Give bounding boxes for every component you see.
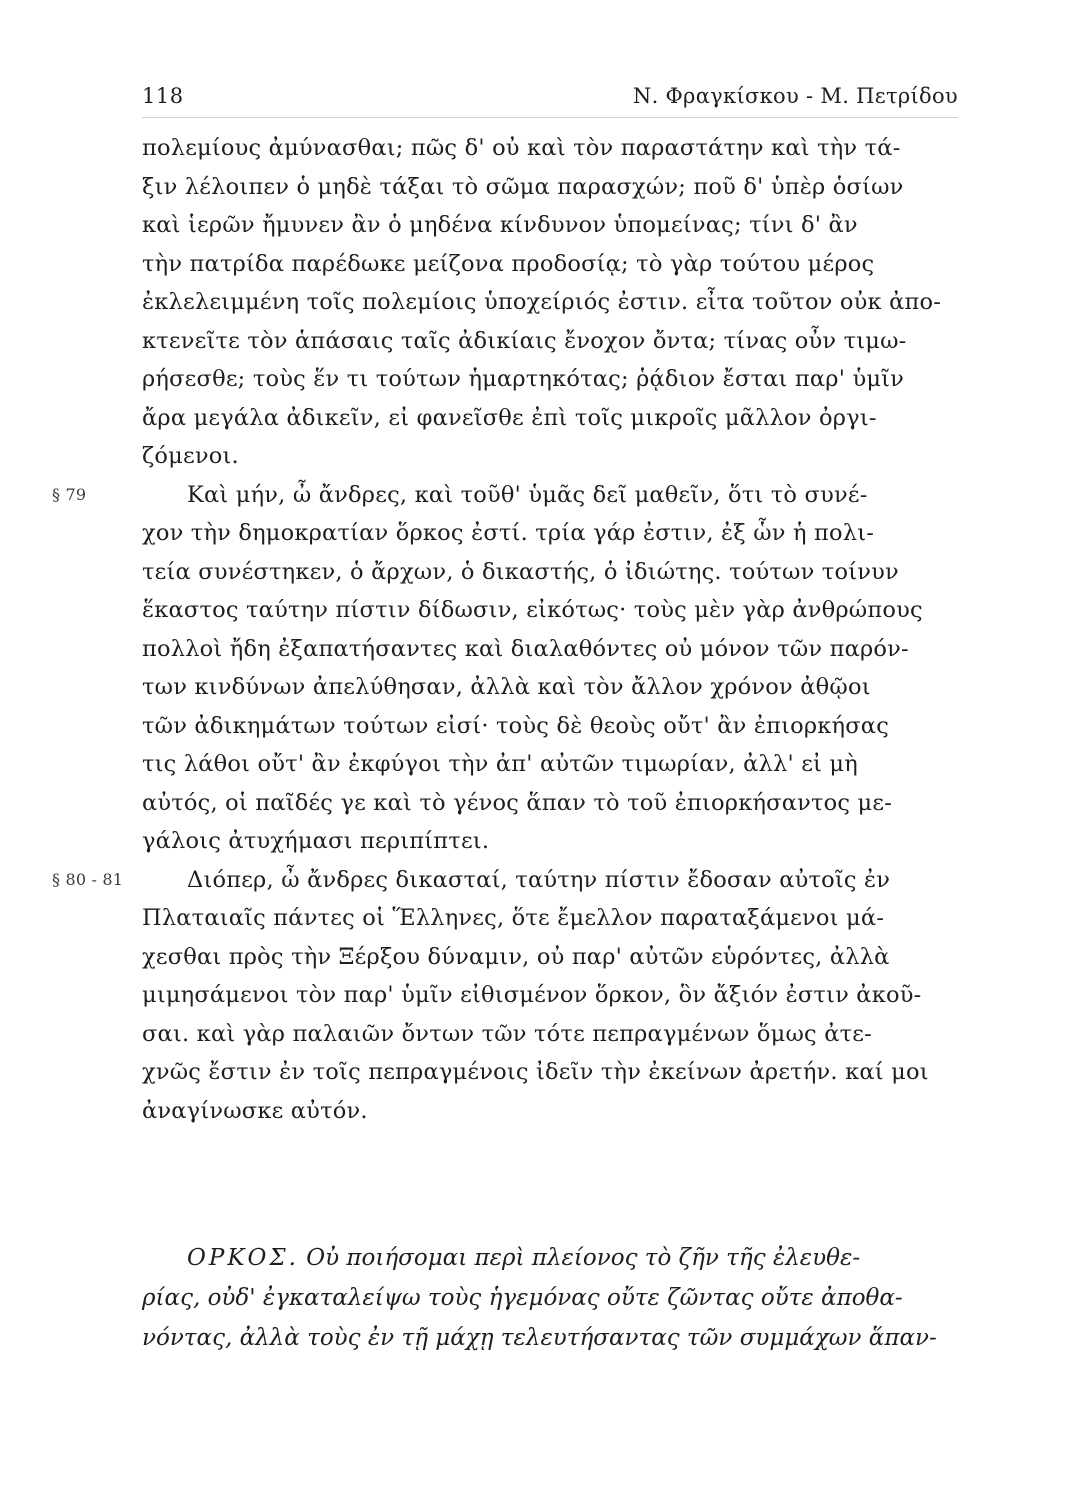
header-rule xyxy=(142,117,958,118)
text-line: ἄρα μεγάλα ἀδικεῖν, εἰ φανεῖσθε ἐπὶ τοῖς μικροῖς μᾶλλον ὀργι- xyxy=(142,404,877,431)
section-marker: § 80 - 81 xyxy=(52,869,124,889)
oath-line: νόντας, ἀλλὰ τοὺς ἐν τῇ μάχῃ τελευτήσαντας τῶν συμμάχων ἅπαν- xyxy=(142,1325,937,1351)
text-line: κτενεῖτε τὸν ἁπάσαις ταῖς ἀδικίαις ἔνοχον ὄντα; τίνας οὖν τιμω- xyxy=(142,327,907,354)
text-line: τῶν ἀδικημάτων τούτων εἰσί· τοὺς δὲ θεοὺς οὔτ' ἂν ἐπιορκήσας xyxy=(142,712,889,739)
text-line: πολλοὶ ἤδη ἐξαπατήσαντες καὶ διαλαθόντες οὐ μόνον τῶν παρόν- xyxy=(142,635,909,662)
page-number: 118 xyxy=(142,84,184,108)
text-line: των κινδύνων ἀπελύθησαν, ἀλλὰ καὶ τὸν ἄλλον χρόνον ἀθῷοι xyxy=(142,674,871,700)
text-line: ρήσεσθε; τοὺς ἕν τι τούτων ἡμαρτηκότας; ῥᾴδιον ἔσται παρ' ὑμῖν xyxy=(142,366,905,392)
text-line: τὴν πατρίδα παρέδωκε μείζονα προδοσίᾳ; τὸ γὰρ τούτου μέρος xyxy=(142,250,875,277)
oath-title: ΟΡΚΟΣ. xyxy=(187,1245,299,1271)
text-line: ἐκλελειμμένη τοῖς πολεμίοις ὑποχείριός ἐστιν. εἶτα τοῦτον οὐκ ἀπο- xyxy=(142,289,942,315)
text-line-content: Καὶ μήν, ὦ ἄνδρες, καὶ τοῦθ' ὑμᾶς δεῖ μαθεῖν, ὅτι τὸ συνέ- xyxy=(187,481,868,508)
text-line: πολεμίους ἀμύνασθαι; πῶς δ' οὐ καὶ τὸν παραστάτην καὶ τὴν τά- xyxy=(142,135,901,161)
text-line: γάλοις ἀτυχήμασι περιπίπτει. xyxy=(142,828,490,854)
section-marker: § 79 xyxy=(52,484,87,504)
oath-line-content: Οὐ ποιήσομαι περὶ πλείονος τὸ ζῆν τῆς ἐλευθε- xyxy=(306,1245,861,1271)
body-text xyxy=(52,129,958,1130)
text-line: ἕκαστος ταύτην πίστιν δίδωσιν, εἰκότως· τοὺς μὲν γὰρ ἀνθρώπους xyxy=(142,597,923,623)
text-line: καὶ ἱερῶν ἤμυνεν ἂν ὁ μηδένα κίνδυνον ὑπομείνας; τίνι δ' ἂν xyxy=(142,212,858,238)
text-line: Πλαταιαῖς πάντες οἱ Ἕλληνες, ὅτε ἔμελλον παραταξάμενοι μά- xyxy=(142,905,885,931)
text-line: μιμησάμενοι τὸν παρ' ὑμῖν εἰθισμένον ὅρκον, ὃν ἄξιόν ἐστιν ἀκοῦ- xyxy=(142,982,922,1008)
oath-text xyxy=(142,1238,958,1358)
text-line: τις λάθοι οὔτ' ἂν ἐκφύγοι τὴν ἀπ' αὐτῶν τιμωρίαν, ἀλλ' εἰ μὴ xyxy=(142,751,858,777)
text-line: χον τὴν δημοκρατίαν ὅρκος ἐστί. τρία γάρ ἐστιν, ἐξ ὧν ἡ πολι- xyxy=(142,520,875,546)
text-line: ἀναγίνωσκε αὐτόν. xyxy=(142,1097,368,1124)
text-line: ξιν λέλοιπεν ὁ μηδὲ τάξαι τὸ σῶμα παρασχών; ποῦ δ' ὑπὲρ ὁσίων xyxy=(142,173,904,200)
running-head: Ν. Φραγκίσκου - Μ. Πετρίδου xyxy=(632,84,958,108)
text-line xyxy=(52,861,958,900)
text-line: χεσθαι πρὸς τὴν Ξέρξου δύναμιν, οὐ παρ' αὐτῶν εὑρόντες, ἀλλὰ xyxy=(142,943,890,970)
text-line: αὐτός, οἱ παῖδές γε καὶ τὸ γένος ἅπαν τὸ τοῦ ἐπιορκήσαντος με- xyxy=(142,789,892,816)
oath-line: ρίας, οὐδ' ἐγκαταλείψω τοὺς ἡγεμόνας οὔτε ζῶντας οὔτε ἀποθα- xyxy=(142,1285,903,1311)
text-line-content: Διόπερ, ὦ ἄνδρες δικασταί, ταύτην πίστιν ἔδοσαν αὐτοῖς ἐν xyxy=(187,866,891,893)
text-line: χνῶς ἔστιν ἐν τοῖς πεπραγμένοις ἰδεῖν τὴν ἐκείνων ἀρετήν. καί μοι xyxy=(142,1059,929,1085)
text-line: τεία συνέστηκεν, ὁ ἄρχων, ὁ δικαστής, ὁ ἰδιώτης. τούτων τοίνυν xyxy=(142,558,899,585)
text-line: σαι. καὶ γὰρ παλαιῶν ὄντων τῶν τότε πεπραγμένων ὅμως ἀτε- xyxy=(142,1020,872,1047)
text-line: ζόμενοι. xyxy=(142,443,239,469)
text-line xyxy=(52,476,958,515)
oath-line xyxy=(142,1238,958,1278)
